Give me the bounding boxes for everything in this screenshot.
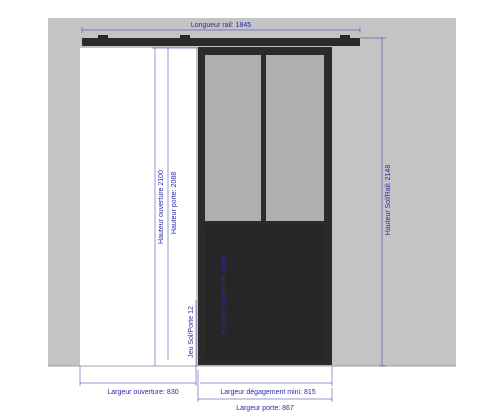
label-door-height: Hauteur porte: 2088 — [171, 171, 178, 235]
rail — [82, 38, 360, 46]
rail-roller-left — [98, 35, 108, 39]
rail-roller-mid — [180, 35, 190, 39]
label-clearance-width: Largeur dégagement mini: 815 — [220, 389, 316, 396]
glass-pane-left — [205, 55, 261, 221]
label-handle: Poignée cuvette de tirage — [221, 255, 228, 335]
label-opening-width: Largeur ouverture: 830 — [107, 389, 179, 396]
label-floor-rail-height: Hauteur Sol/Rail: 2148 — [385, 164, 392, 236]
label-door-width: Largeur porte: 867 — [236, 405, 294, 412]
wall-opening — [80, 48, 196, 366]
label-rail-length: Longueur rail: 1845 — [190, 22, 252, 29]
label-floor-gap: Jeu Sol/Porte 12 — [188, 306, 195, 358]
glass-pane-right — [266, 55, 324, 221]
rail-roller-right — [340, 35, 350, 39]
label-opening-height: Hauteur ouverture 2100 — [158, 170, 165, 244]
